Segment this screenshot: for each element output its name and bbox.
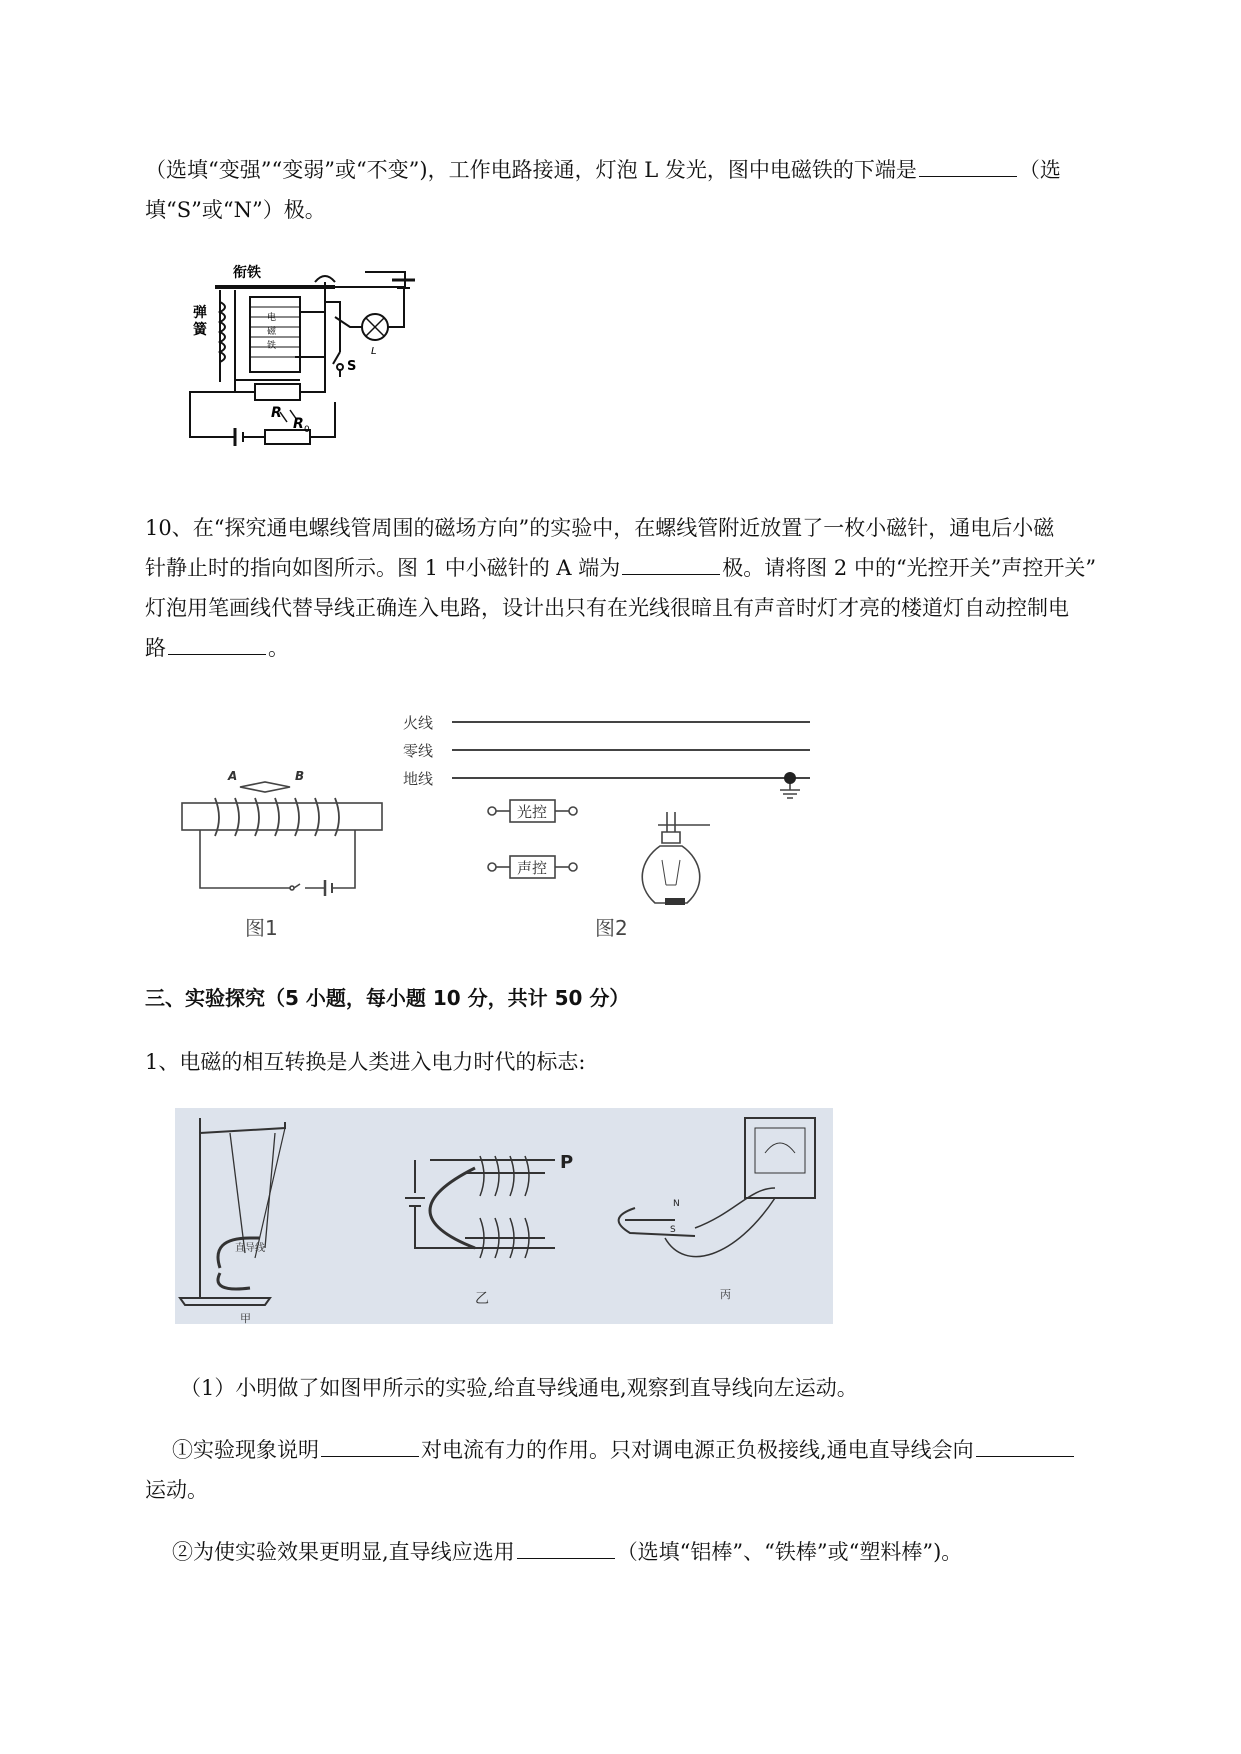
section-title: 三、实验探究（5 小题，每小题 10 分，共计 50 分） (145, 986, 630, 1010)
e1-figure (175, 1108, 833, 1324)
e1-q1-line2: 运动。 (145, 1478, 208, 1502)
q10-line4 (145, 628, 1150, 668)
label-light-switch: 光控 (517, 803, 548, 821)
ground-point (784, 772, 796, 784)
answer-blank[interactable] (517, 1536, 615, 1559)
caption-fig1: 图1 (245, 916, 278, 940)
e1-q1-text-b: 对电流有力的作用。只对调电源正负极接线,通电直导线会向 (421, 1438, 974, 1462)
label-ground-wire: 地线 (403, 770, 434, 788)
q9-text-a: （选填“变强”“变弱”或“不变”)，工作电路接通，灯泡 L 发光，图中电磁铁的下端是 (145, 158, 917, 182)
e1-sub1: （1）小明做了如图甲所示的实验,给直导线通电,观察到直导线向左运动。 (180, 1376, 858, 1400)
label-bing: 丙 (720, 1288, 731, 1301)
q10-line2 (145, 548, 1150, 588)
label-s: S (347, 359, 357, 374)
q10-text-c: 路 (145, 636, 166, 660)
q9-text-b: （选 (1018, 158, 1061, 182)
answer-blank[interactable] (168, 632, 266, 655)
q9-line2: 填“S”或“N”）极。 (145, 198, 326, 222)
compass-needle (240, 782, 290, 792)
answer-blank[interactable] (622, 552, 720, 575)
q10-figures (170, 700, 820, 945)
e1-intro: 1、电磁的相互转换是人类进入电力时代的标志: (145, 1050, 586, 1074)
label-neutral-wire: 零线 (403, 742, 434, 760)
e1-q2-text-a: ②为使实验效果更明显,直导线应选用 (172, 1540, 515, 1564)
label-a: A (228, 769, 238, 783)
answer-blank[interactable] (919, 154, 1017, 177)
relay-circuit-figure (175, 262, 475, 462)
label-spring-1: 弹 (193, 305, 207, 321)
label-live-wire: 火线 (403, 714, 434, 732)
label-jia: 甲 (240, 1312, 251, 1324)
label-yi: 乙 (475, 1291, 489, 1307)
solenoid (182, 803, 382, 830)
label-b: B (295, 769, 305, 783)
q9-line1 (145, 150, 1150, 190)
label-armature: 衔铁 (233, 265, 261, 281)
label-l: L (371, 346, 377, 357)
e1-q1-line1 (172, 1430, 1150, 1470)
q10-line3: 灯泡用笔画线代替导线正确连入电路，设计出只有在光线很暗且有声音时灯才亮的楼道灯自动控制电 (145, 596, 1069, 620)
e1-q1-text-a: ①实验现象说明 (172, 1438, 319, 1462)
spring (220, 302, 225, 362)
q10-text-d: 。 (268, 636, 289, 660)
e1-q2 (172, 1532, 1150, 1572)
answer-blank[interactable] (321, 1434, 419, 1457)
e1-q2-text-b: （选填“铝棒”、“铁棒”或“塑料棒”)。 (616, 1540, 963, 1564)
label-r0: R (293, 416, 304, 432)
label-s-pole: S (670, 1225, 676, 1235)
label-sound-switch: 声控 (517, 859, 548, 877)
q10-text-b: 极。请将图 2 中的“光控开关”声控开关” (722, 556, 1097, 580)
label-r0-sub: 0 (304, 425, 310, 435)
label-n: N (673, 1199, 680, 1209)
label-core-2: 磁 (267, 327, 277, 337)
label-core-3: 铁 (267, 341, 277, 351)
q10-line1: 10、在“探究通电螺线管周围的磁场方向”的实验中，在螺线管附近放置了一枚小磁针，通电后小磁 (145, 516, 1055, 540)
caption-fig2: 图2 (595, 916, 628, 940)
switch-s (333, 352, 340, 364)
label-core-1: 电 (267, 313, 277, 323)
label-spring-2: 簧 (193, 322, 207, 338)
label-straight-wire: 直导线 (235, 1243, 265, 1254)
bulb (642, 846, 699, 903)
label-p: P (560, 1152, 574, 1173)
label-r: R (271, 405, 282, 421)
q10-text-a: 针静止时的指向如图所示。图 1 中小磁针的 A 端为 (145, 556, 621, 580)
answer-blank[interactable] (976, 1434, 1074, 1457)
